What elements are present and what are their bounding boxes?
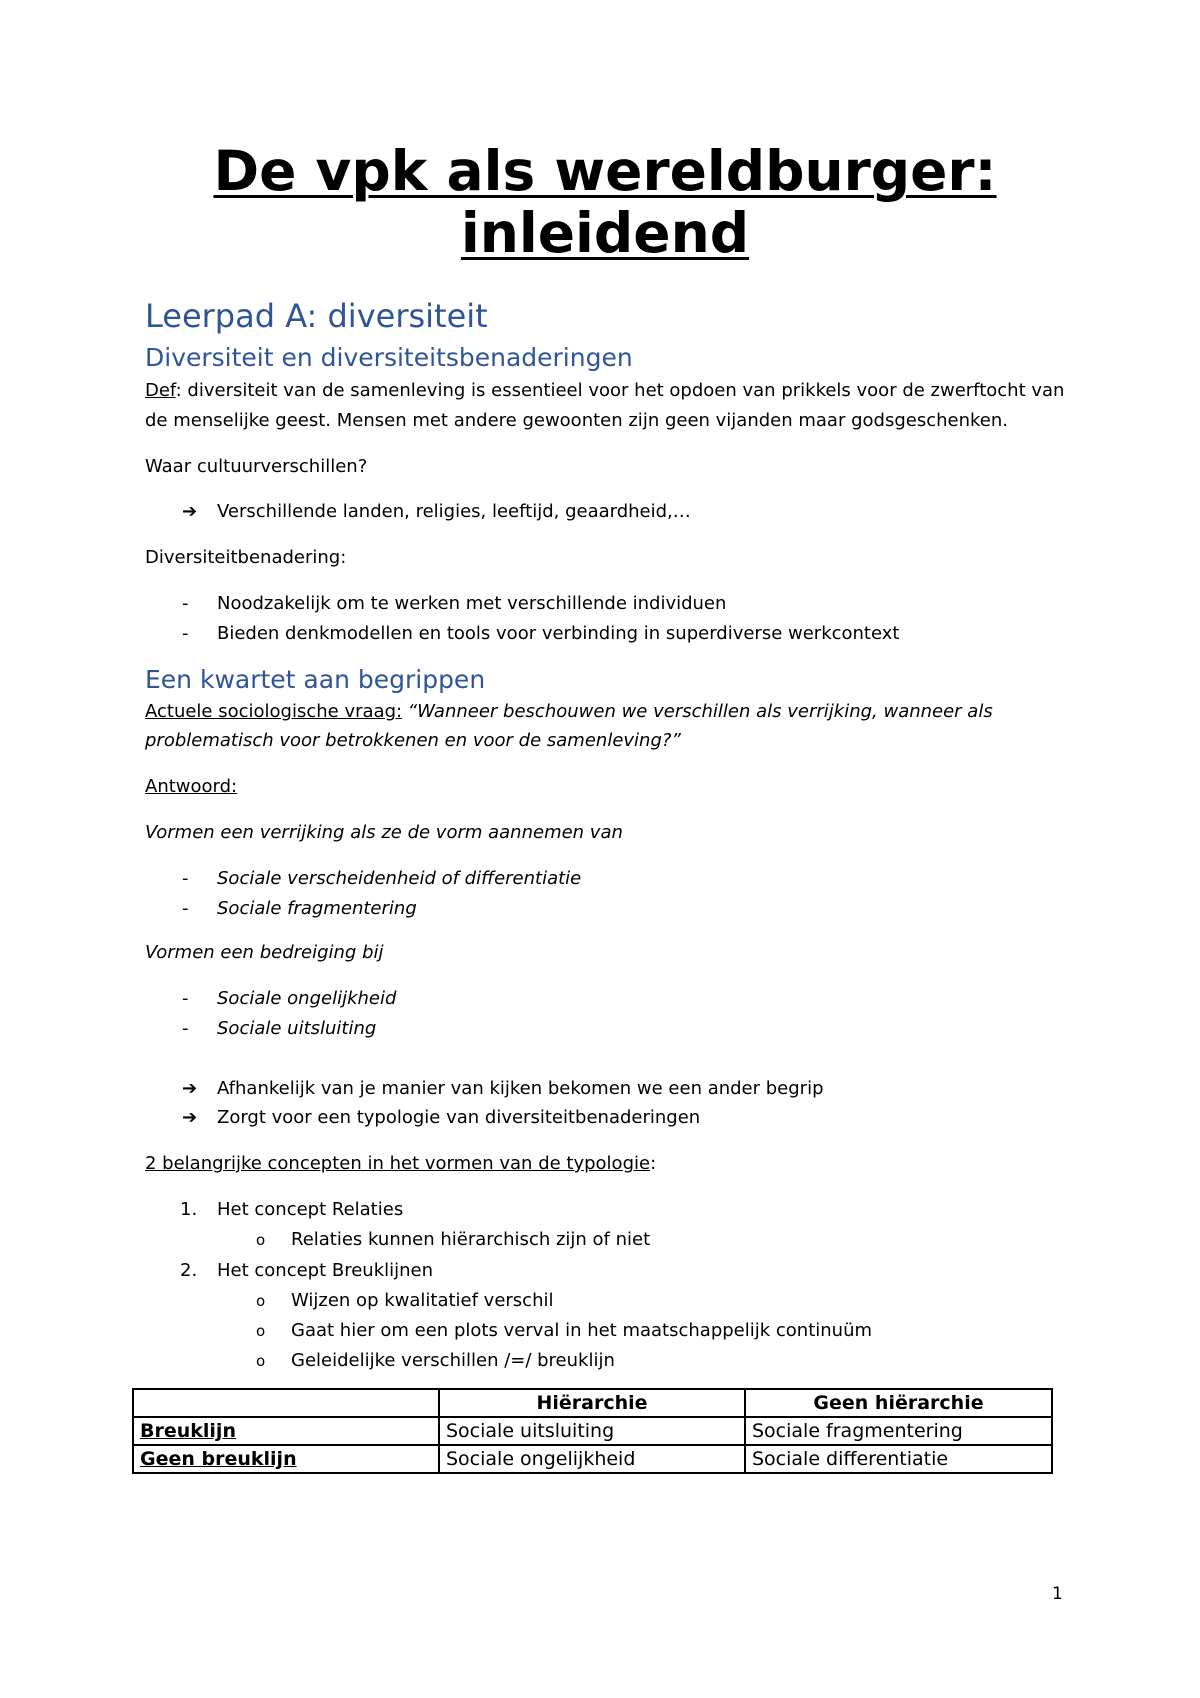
list-item-text: Sociale uitsluiting — [217, 1018, 377, 1039]
sub-list-item-text: Gaat hier om een plots verval in het maatschappelijk continuüm — [291, 1320, 873, 1341]
arrow-icon: ➔ — [182, 1078, 198, 1099]
document-title — [0, 140, 1200, 264]
numbered-item-text: Het concept Relaties — [217, 1199, 404, 1220]
table-row — [133, 1445, 1052, 1473]
answer-label: Antwoord: — [145, 776, 238, 797]
question-label: Actuele sociologische vraag: — [145, 701, 403, 722]
table-row-header: Geen breuklijn — [133, 1445, 439, 1473]
circle-bullet: o — [256, 1292, 266, 1310]
definition-label: Def — [145, 380, 176, 401]
list-number: 1. — [180, 1199, 198, 1220]
table-header-cell: Geen hiërarchie — [745, 1389, 1052, 1417]
list-item-text: Bieden denkmodellen en tools voor verbinding in superdiverse werkcontext — [217, 623, 900, 644]
dash-bullet: - — [182, 1018, 189, 1039]
list-item-text: Sociale ongelijkheid — [217, 988, 397, 1009]
table-header-cell — [133, 1389, 439, 1417]
dash-bullet: - — [182, 988, 189, 1009]
enrich-intro: Vormen een verrijking als ze de vorm aannemen van — [145, 822, 623, 843]
concepts-label-text: 2 belangrijke concepten in het vormen van de typologie — [145, 1153, 651, 1174]
typology-table — [132, 1388, 1053, 1474]
approach-label: Diversiteitbenadering: — [145, 547, 347, 568]
table-cell: Sociale differentiatie — [745, 1445, 1052, 1473]
heading-diversiteit: Diversiteit en diversiteitsbenaderingen — [145, 343, 633, 372]
sub-list-item-text: Relaties kunnen hiërarchisch zijn of niet — [291, 1229, 651, 1250]
heading-kwartet: Een kwartet aan begrippen — [145, 665, 486, 694]
title-line-1: De vpk als wereldburger: — [213, 139, 997, 203]
arrow-icon: ➔ — [182, 501, 198, 522]
definition-text: : diversiteit van de samenleving is essentieel voor het opdoen van prikkels voor de zwerftocht van — [175, 380, 1065, 401]
sociological-question-line-1 — [145, 697, 993, 727]
page-number: 1 — [1052, 1584, 1063, 1604]
sociological-question-line-2: problematisch voor betrokkenen en voor de samenleving?” — [145, 730, 681, 751]
circle-bullet: o — [256, 1352, 266, 1370]
dash-bullet: - — [182, 623, 189, 644]
table-row — [133, 1417, 1052, 1445]
definition-line-2: de menselijke geest. Mensen met andere gewoonten zijn geen vijanden maar godsgeschenken. — [145, 410, 1008, 431]
table-cell: Sociale fragmentering — [745, 1417, 1052, 1445]
list-number: 2. — [180, 1260, 198, 1281]
title-line-2: inleidend — [460, 201, 750, 265]
table-header-row — [133, 1389, 1052, 1417]
concepts-colon: : — [650, 1153, 657, 1174]
circle-bullet: o — [256, 1231, 266, 1249]
numbered-item-text: Het concept Breuklijnen — [217, 1260, 434, 1281]
definition-line-1 — [145, 376, 1064, 406]
dash-bullet: - — [182, 898, 189, 919]
table-cell: Sociale uitsluiting — [439, 1417, 745, 1445]
threat-intro: Vormen een bedreiging bij — [145, 942, 384, 963]
arrow-item-text: Verschillende landen, religies, leeftijd, geaardheid,… — [217, 501, 691, 522]
question-cultuur: Waar cultuurverschillen? — [145, 456, 368, 477]
arrow-icon: ➔ — [182, 1107, 198, 1128]
arrow-item-text: Zorgt voor een typologie van diversiteitbenaderingen — [217, 1107, 701, 1128]
heading-leerpad: Leerpad A: diversiteit — [145, 297, 488, 335]
table-cell: Sociale ongelijkheid — [439, 1445, 745, 1473]
dash-bullet: - — [182, 593, 189, 614]
dash-bullet: - — [182, 868, 189, 889]
concepts-label — [145, 1149, 656, 1179]
table-header-cell: Hiërarchie — [439, 1389, 745, 1417]
sub-list-item-text: Geleidelijke verschillen /=/ breuklijn — [291, 1350, 615, 1371]
sub-list-item-text: Wijzen op kwalitatief verschil — [291, 1290, 554, 1311]
list-item-text: Noodzakelijk om te werken met verschillende individuen — [217, 593, 727, 614]
circle-bullet: o — [256, 1322, 266, 1340]
question-text: “Wanneer beschouwen we verschillen als verrijking, wanneer als — [402, 701, 993, 722]
list-item-text: Sociale fragmentering — [217, 898, 417, 919]
list-item-text: Sociale verscheidenheid of differentiatie — [217, 868, 582, 889]
table-row-header: Breuklijn — [133, 1417, 439, 1445]
arrow-item-text: Afhankelijk van je manier van kijken bekomen we een ander begrip — [217, 1078, 824, 1099]
